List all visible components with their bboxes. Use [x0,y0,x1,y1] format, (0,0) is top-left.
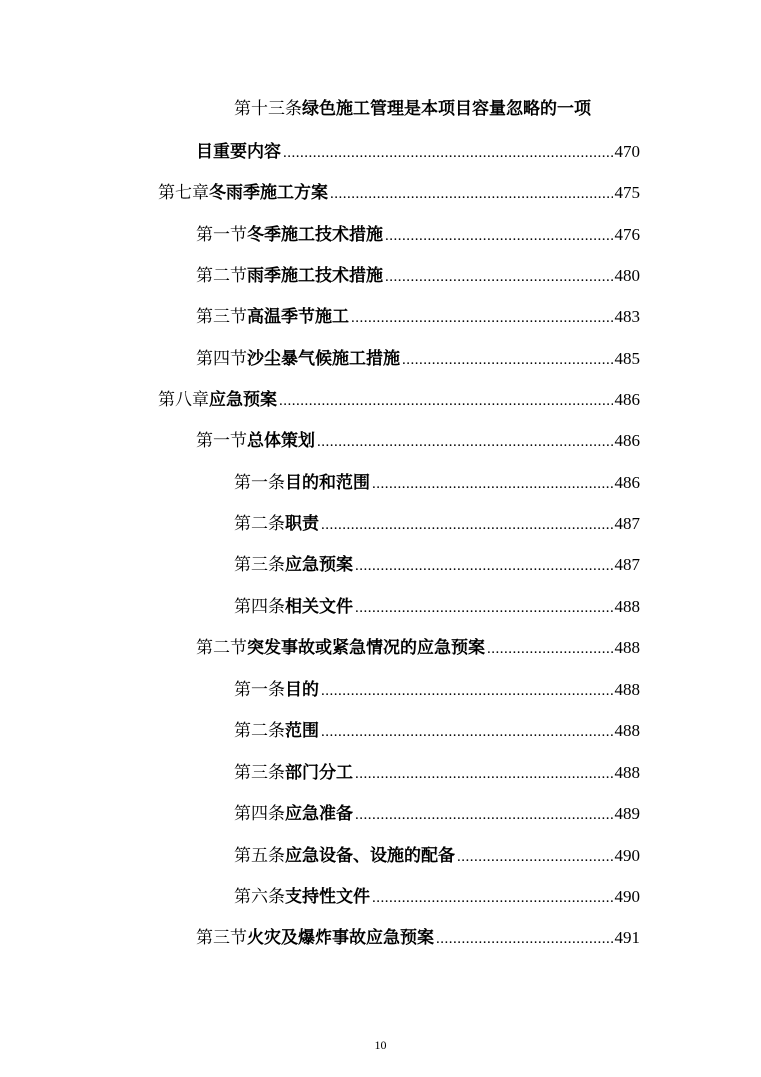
toc-entry-article[interactable] [234,593,640,621]
toc-page-number: 488 [614,763,640,782]
toc-leader-dots [321,718,613,746]
toc-entry-article[interactable] [234,469,640,497]
toc-entry-wrapped-line1[interactable] [234,95,591,123]
toc-page-number: 485 [614,349,640,368]
toc-entry-prefix: 第二条 [234,721,285,741]
toc-entry-prefix: 第五条 [234,846,285,866]
toc-entry-title: 支持性文件 [285,887,370,907]
toc-page-number: 488 [614,597,640,616]
toc-entry-title: 冬雨季施工方案 [209,183,328,203]
toc-leader-dots [355,801,613,829]
toc-entry-prefix: 第二节 [196,638,247,658]
toc-leader-dots [385,222,613,250]
toc-page-number: 488 [614,638,640,657]
toc-entry-title: 应急设备、设施的配备 [285,846,455,866]
toc-leader-dots [279,387,613,415]
toc-entry-title: 总体策划 [247,431,315,451]
page-footer-number: 10 [374,1038,387,1052]
toc-entry-title: 应急准备 [285,804,353,824]
toc-entry-section[interactable] [196,427,640,455]
toc-leader-dots [321,511,613,539]
toc-entry-title: 目的和范围 [285,473,370,493]
toc-page-number: 480 [614,266,640,285]
toc-page-number: 483 [614,307,640,326]
toc-page-number: 488 [614,680,640,699]
toc-entry-prefix: 第三节 [196,928,247,948]
toc-entry-title: 火灾及爆炸事故应急预案 [247,928,434,948]
toc-entry-prefix: 第一条 [234,473,285,493]
toc-entry-prefix: 第十三条 [234,99,302,119]
toc-entry-title: 高温季节施工 [247,307,349,327]
toc-entry-prefix: 第八章 [158,390,209,410]
toc-entry-chapter[interactable] [158,179,640,207]
toc-page-number: 488 [614,721,640,740]
toc-leader-dots [317,428,613,456]
toc-entry-chapter[interactable] [158,386,640,414]
toc-entry-prefix: 第三条 [234,763,285,783]
toc-leader-dots [355,552,613,580]
toc-entry-article[interactable] [234,842,640,870]
toc-leader-dots [487,635,613,663]
toc-entry-prefix: 第六条 [234,887,285,907]
toc-leader-dots [330,180,613,208]
toc-entry-section[interactable] [196,924,640,952]
toc-entry-article[interactable] [234,883,640,911]
toc-leader-dots [355,594,613,622]
toc-entry-article[interactable] [234,800,640,828]
toc-entry-title: 相关文件 [285,597,353,617]
toc-entry-title: 应急预案 [285,555,353,575]
toc-leader-dots [372,470,613,498]
toc-leader-dots [457,843,613,871]
toc-entry-prefix: 第二条 [234,514,285,534]
toc-entry-title: 绿色施工管理是本项目容量忽略的一项 [302,99,591,119]
toc-leader-dots [436,925,613,953]
toc-entry-prefix: 第七章 [158,183,209,203]
toc-entry-section[interactable] [196,221,640,249]
toc-page-number: 490 [614,887,640,906]
toc-entry-article[interactable] [234,717,640,745]
toc-entry-prefix: 第一条 [234,680,285,700]
toc-entry-article[interactable] [234,551,640,579]
toc-entry-prefix: 第四条 [234,597,285,617]
toc-entry-title: 突发事故或紧急情况的应急预案 [247,638,485,658]
toc-page-number: 476 [614,225,640,244]
toc-entry-article[interactable] [234,676,640,704]
toc-entry-article[interactable] [234,759,640,787]
toc-leader-dots [402,346,613,374]
toc-page-number: 487 [614,555,640,574]
toc-entry-title: 范围 [285,721,319,741]
toc-leader-dots [372,884,613,912]
toc-entry-title: 雨季施工技术措施 [247,266,383,286]
toc-page-number: 487 [614,514,640,533]
toc-entry-prefix: 第三节 [196,307,247,327]
toc-entry-prefix: 第二节 [196,266,247,286]
toc-entry-title: 部门分工 [285,763,353,783]
toc-page-number: 475 [614,183,640,202]
toc-entry-section[interactable] [196,303,640,331]
toc-entry-title: 目的 [285,680,319,700]
toc-entry-wrapped-line2[interactable] [196,138,640,166]
toc-page-number: 489 [614,804,640,823]
toc-leader-dots [385,263,613,291]
toc-page-number: 486 [614,431,640,450]
toc-leader-dots [321,677,613,705]
toc-entry-section[interactable] [196,345,640,373]
toc-entry-section[interactable] [196,634,640,662]
toc-leader-dots [351,304,613,332]
toc-entry-title: 职责 [285,514,319,534]
toc-entry-prefix: 第四条 [234,804,285,824]
toc-leader-dots [283,139,613,167]
toc-entry-prefix: 第三条 [234,555,285,575]
toc-page-number: 486 [614,473,640,492]
toc-leader-dots [355,760,613,788]
toc-entry-title: 沙尘暴气候施工措施 [247,349,400,369]
toc-entry-prefix: 第四节 [196,349,247,369]
toc-entry-title: 目重要内容 [196,142,281,162]
toc-page-number: 486 [614,390,640,409]
toc-entry-article[interactable] [234,510,640,538]
toc-entry-prefix: 第一节 [196,431,247,451]
toc-entry-title: 冬季施工技术措施 [247,225,383,245]
toc-entry-title: 应急预案 [209,390,277,410]
toc-entry-prefix: 第一节 [196,225,247,245]
toc-page-number: 490 [614,846,640,865]
toc-entry-section[interactable] [196,262,640,290]
toc-page-number: 470 [614,142,640,161]
toc-page-number: 491 [614,928,640,947]
